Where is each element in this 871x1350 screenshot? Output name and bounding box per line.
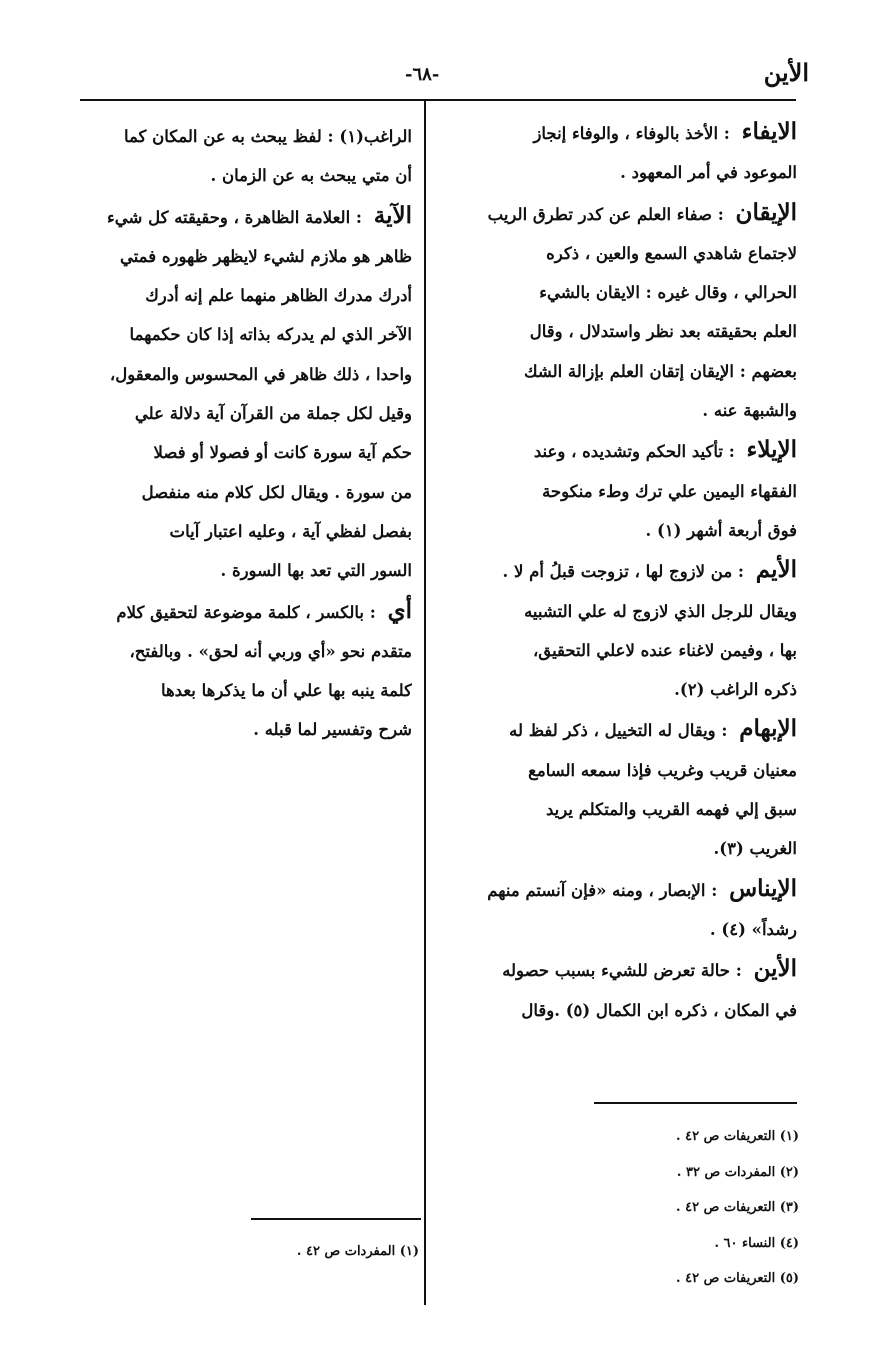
text-line: الفقهاء اليمين علي ترك وطء منكوحة — [542, 481, 797, 501]
text-line: وقيل لكل جملة من القرآن آية دلالة علي — [134, 404, 412, 424]
headword: الايفاء — [741, 118, 797, 145]
text-line: أن متي يبحث به عن الزمان . — [210, 166, 412, 186]
text-line: الحرالي ، وقال غيره : الايقان بالشيء — [539, 283, 797, 303]
text-line: السور التي تعد بها السورة . — [220, 561, 412, 581]
entry — [441, 550, 797, 709]
footnote: (٣) التعريفات ص ٤٢ . — [676, 1200, 799, 1215]
headword: الأيم — [755, 556, 797, 584]
text-line: بفصل لفظي آية ، وعليه اعتبار آيات — [169, 521, 412, 541]
text-line: الأين : حالة تعرض للشيء بسبب حصوله — [502, 955, 797, 983]
text-line: سبق إلي فهمه القريب والمتكلم يريد — [546, 800, 797, 820]
headword: الأين — [753, 955, 797, 983]
text-line: الأيم : من لازوج لها ، تزوجت قبلُ أم لا . — [502, 556, 797, 584]
text-line: شرح وتفسير لما قبله . — [253, 720, 412, 740]
entry — [82, 117, 412, 196]
headword: الآية — [373, 201, 412, 229]
text-line: حكم آية سورة كانت أو فصولا أو فصلا — [153, 443, 412, 463]
text-line: في المكان ، ذكره ابن الكمال (٥) .وقال — [521, 1000, 797, 1020]
header-rule — [80, 99, 796, 101]
text-line: العلم بحقيقته بعد نظر واستدلال ، وقال — [529, 322, 797, 342]
footnote-rule-right — [594, 1102, 797, 1104]
headword: الإيناس — [729, 874, 797, 902]
text-line: الموعود في أمر المعهود . — [620, 163, 797, 183]
entry — [82, 591, 412, 750]
footnotes-left — [219, 1234, 419, 1270]
text-line: بها ، وفيمن لاغناء عنده لاعلي التحقيق، — [532, 640, 797, 660]
footnote: (٢) المفردات ص ٣٢ . — [676, 1164, 799, 1180]
text-line: من سورة . ويقال لكل كلام منه منفصل — [141, 482, 412, 502]
footnote: (٤) النساء ٦٠ . — [714, 1235, 799, 1251]
headword: الإيلاء — [746, 436, 797, 464]
text-line: الإيقان : صفاء العلم عن كدر تطرق الريب — [487, 198, 797, 226]
text-line: لاجتماع شاهدي السمع والعين ، ذكره — [546, 243, 797, 263]
column-divider — [424, 99, 426, 1305]
text-line: معنيان قريب وغريب فإذا سمعه السامع — [528, 760, 797, 780]
text-line: الآخر الذي لم يدركه بذاته إذا كان حكمهما — [129, 325, 412, 345]
text-line: رشداً» (٤) . — [709, 919, 797, 939]
left-column — [82, 117, 412, 750]
text-line: ظاهر هو ملازم لشيء لايظهر ظهوره فمتي — [119, 246, 412, 266]
page-number: -٦٨- — [405, 64, 440, 85]
text-line: واحدا ، ذلك ظاهر في المحسوس والمعقول، — [109, 364, 412, 384]
entry — [441, 869, 797, 950]
text-line: أدرك مدرك الظاهر منهما علم إنه أدرك — [145, 286, 412, 306]
headword: أي — [387, 596, 412, 624]
entry — [441, 709, 797, 868]
headword: الإيقان — [735, 198, 797, 226]
text-line: ويقال للرجل الذي لازوج له علي التشبيه — [524, 601, 797, 621]
text-line: الراغب(١) : لفظ يبحث به عن المكان كما — [123, 127, 412, 146]
text-line: الغريب (٣). — [713, 839, 797, 859]
footnote: (١) المفردات ص ٤٢ . — [296, 1244, 419, 1259]
text-line: بعضهم : الإيقان إتقان العلم بإزالة الشك — [523, 361, 797, 381]
text-line: فوق أربعة أشهر (١) . — [645, 520, 797, 540]
text-line: الإيلاء : تأكيد الحكم وتشديده ، وعند — [533, 436, 797, 464]
footnote-rule-left — [251, 1218, 421, 1220]
text-line: الإبهام : ويقال له التخييل ، ذكر لفظ له — [509, 715, 797, 743]
running-head: الأين — [763, 58, 809, 87]
footnote: (١) التعريفات ص ٤٢ . — [676, 1129, 799, 1144]
text-line: ذكره الراغب (٢). — [674, 680, 797, 700]
entry — [441, 430, 797, 550]
footnotes-right — [549, 1119, 799, 1297]
right-column — [441, 112, 797, 1030]
text-line: الآية : العلامة الظاهرة ، وحقيقته كل شيء — [107, 201, 412, 229]
entry — [441, 949, 797, 1030]
text-line: أي : بالكسر ، كلمة موضوعة لتحقيق كلام — [116, 596, 412, 624]
entry — [441, 112, 797, 193]
entry — [82, 196, 412, 591]
entry — [441, 193, 797, 431]
text-line: كلمة ينبه بها علي أن ما يذكرها بعدها — [160, 681, 412, 701]
headword: الإبهام — [739, 715, 797, 743]
text-line: الإيناس : الإبصار ، ومنه «فإن آنستم منهم — [487, 874, 797, 902]
text-line: الايفاء : الأخذ بالوفاء ، والوفاء إنجاز — [533, 118, 797, 145]
text-line: والشبهة عنه . — [702, 401, 797, 421]
footnote: (٥) التعريفات ص ٤٢ . — [676, 1271, 799, 1286]
text-line: متقدم نحو «أي وربي أنه لحق» . وبالفتح، — [129, 641, 412, 661]
